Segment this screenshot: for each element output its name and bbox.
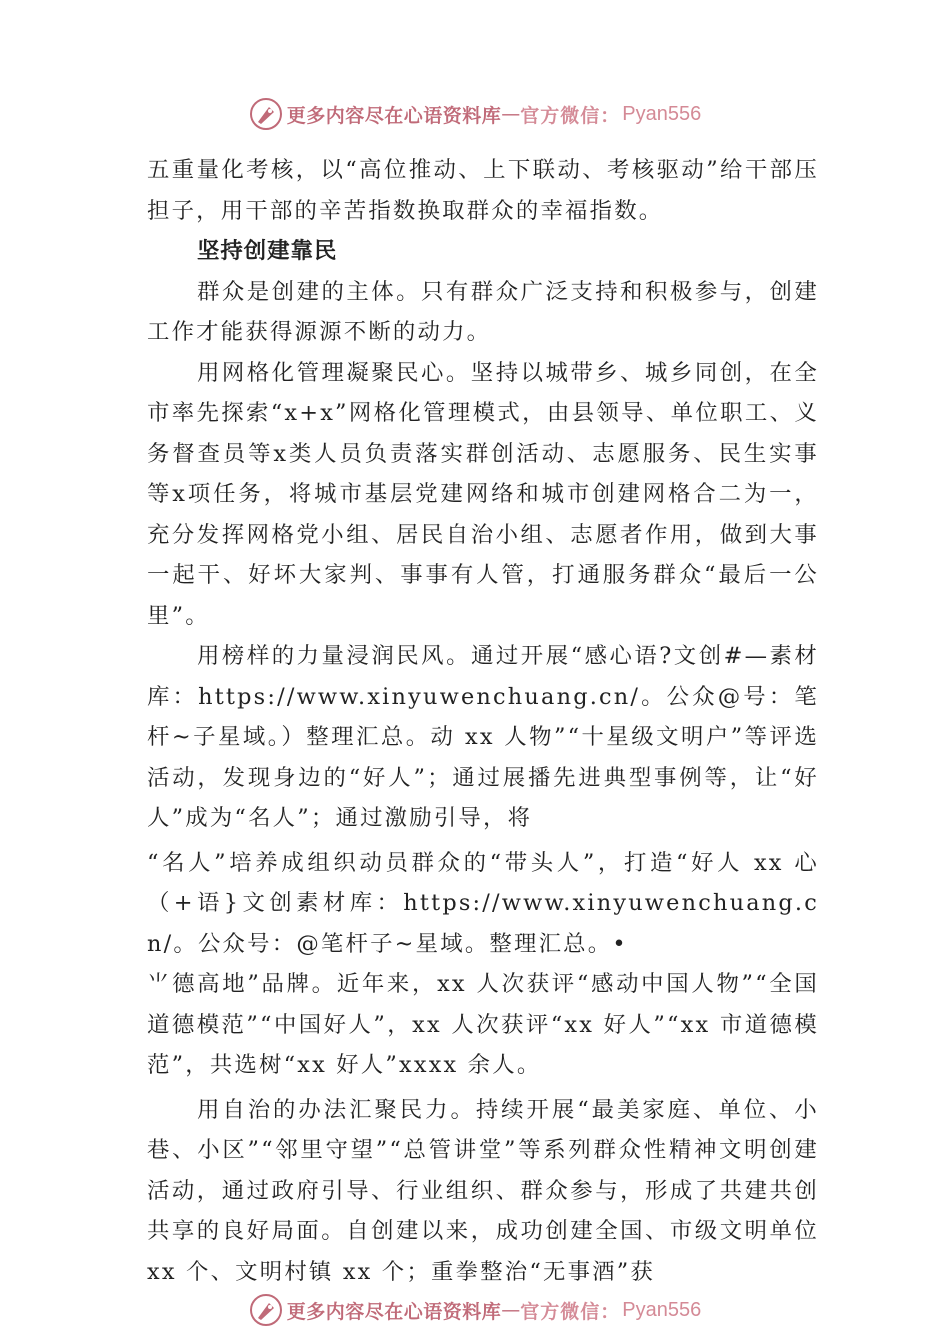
- pen-nib-icon: [249, 97, 283, 131]
- document-body: [147, 150, 819, 1292]
- section-heading: 坚持创建靠民: [197, 238, 338, 264]
- watermark-separator: —: [501, 103, 521, 125]
- watermark-official-label: 官方微信：: [520, 1300, 621, 1323]
- paragraph: 群众是创建的主体。只有群众广泛支持和积极参与，创建工作才能获得源源不断的动力。: [147, 278, 819, 345]
- pen-nib-icon: [249, 1293, 283, 1327]
- paragraph: ⺌德高地”品牌。近年来，xx 人次获评“感动中国人物”“全国道德模范”“中国好人”，xx 人次获评“xx 好人”“xx 市道德模范”，共选树“xx 好人”xxxx 余人。: [147, 971, 819, 1078]
- watermark-banner-bottom: [0, 1288, 950, 1332]
- paragraph: 五重量化考核，以“高位推动、上下联动、考核驱动”给干部压担子，用干部的辛苦指数换取群众的幸福指数。: [147, 157, 819, 224]
- watermark-slogan: 更多内容尽在心语资料库: [286, 1300, 502, 1323]
- watermark-wechat-id: Pyan556: [622, 1298, 702, 1321]
- watermark-banner-top: [0, 92, 950, 136]
- watermark-separator: —: [501, 1299, 521, 1321]
- paragraph: 用榜样的力量浸润民风。通过开展“感心语?文创#—素材库：https://www.xinyuwenchuang.cn/。公众@号：笔杆~子星域。）整理汇总。动 xx 人物”“十星级文明户”等评选活动，发现身边的“好人”；通过展播先进典型事例等，让“好人”成为“名人”；通过激励引导，将: [147, 643, 819, 831]
- paragraph: 用自治的办法汇聚民力。持续开展“最美家庭、单位、小巷、小区”“邻里守望”“总管讲堂”等系列群众性精神文明创建活动，通过政府引导、行业组织、群众参与，形成了共建共创共享的良好局面。自创建以来，成功创建全国、市级文明单位 xx 个、文明村镇 xx 个；重拳整治“无事酒”获: [147, 1096, 819, 1285]
- watermark-slogan: 更多内容尽在心语资料库: [286, 104, 502, 127]
- paragraph: 用网格化管理凝聚民心。坚持以城带乡、城乡同创，在全市率先探索“x+x”网格化管理模式，由县领导、单位职工、义务督查员等x类人员负责落实群创活动、志愿服务、民生实事等x项任务，将城市基层党建网络和城市创建网格合二为一，充分发挥网格党小组、居民自治小组、志愿者作用，做到大事一起干、好坏大家判、事事有人管，打通服务群众“最后一公里”。: [147, 359, 819, 629]
- paragraph: “名人”培养成组织动员群众的“带头人”，打造“好人 xx 心（+语}文创素材库：https://www.xinyuwenchuang.cn/。公众号：@笔杆子~星域。整理汇总。•: [147, 849, 819, 957]
- watermark-wechat-id: Pyan556: [622, 102, 702, 125]
- watermark-official-label: 官方微信：: [520, 104, 621, 127]
